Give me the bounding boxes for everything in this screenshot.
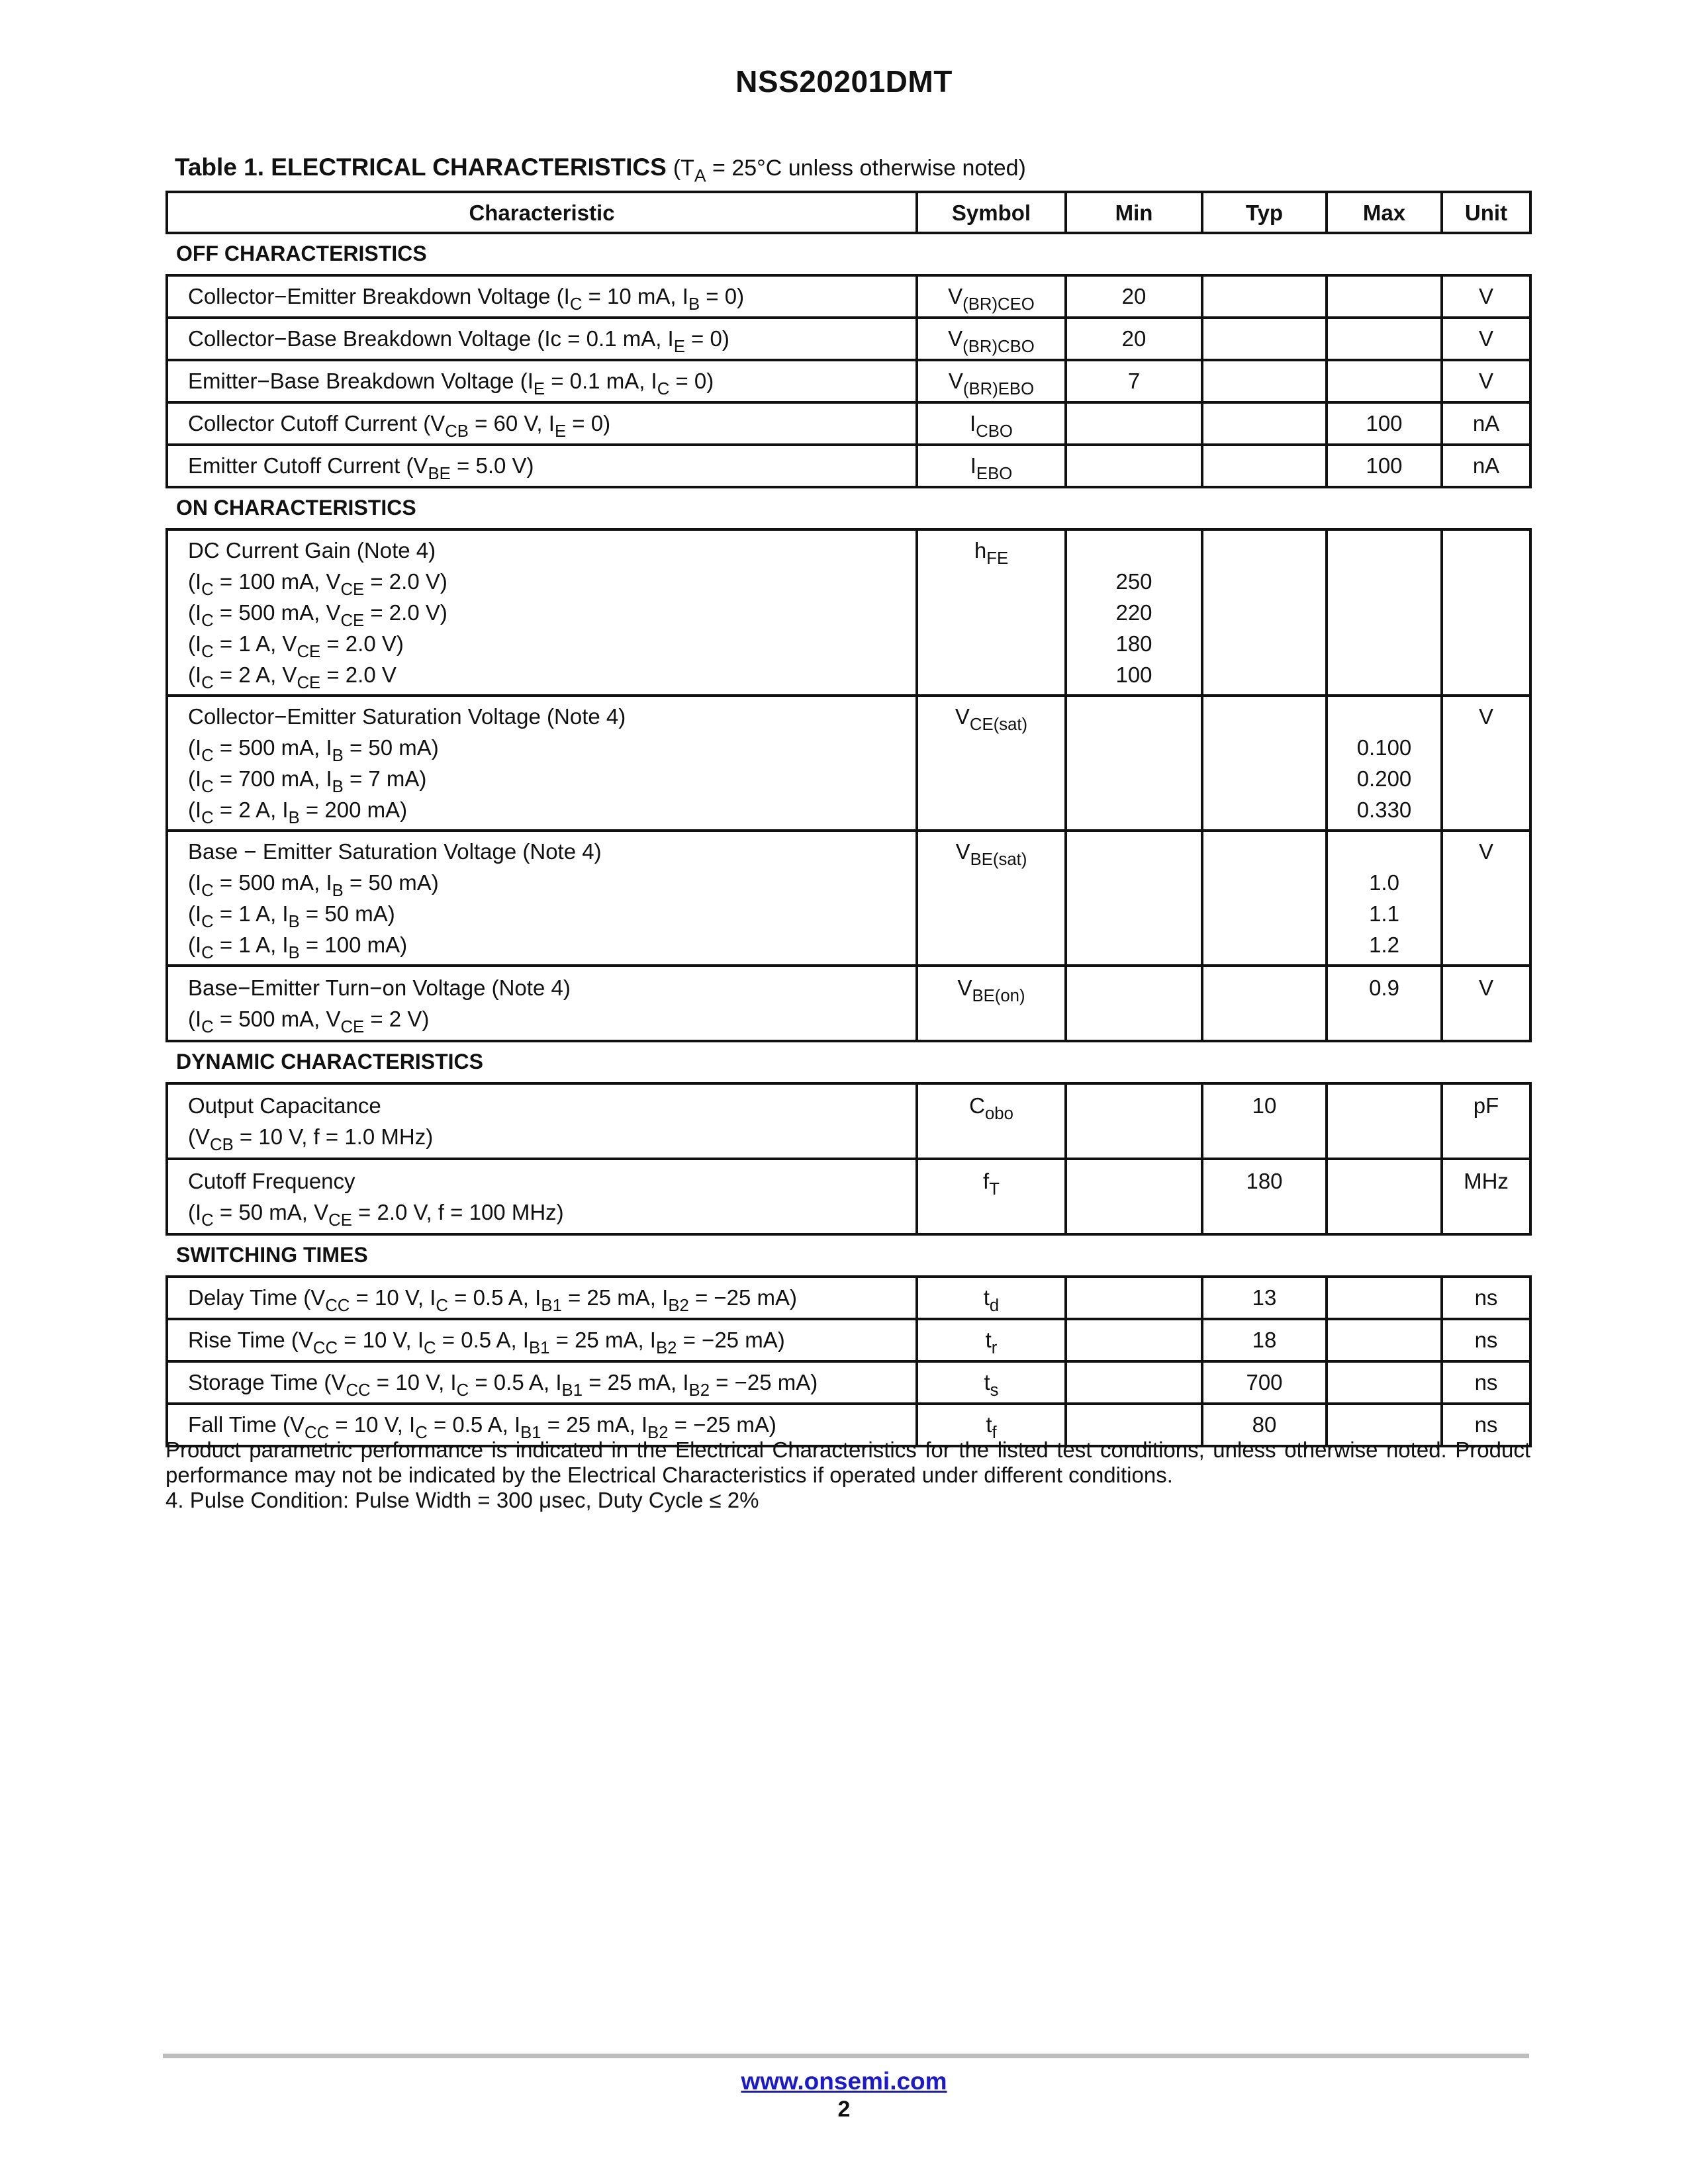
min-cell (1066, 1277, 1202, 1319)
max-cell (1327, 318, 1442, 360)
col-header-min: Min (1066, 192, 1202, 233)
unit-cell: V (1442, 696, 1530, 831)
characteristic-cell: Rise Time ($V_{CC} = 10$ V, $I_C = 0.5$ A, $I_{B1} = 25$ mA, $I_{B2} = -25$ mA) (167, 1319, 917, 1361)
typ-cell (1202, 360, 1327, 402)
typ-cell (1202, 831, 1327, 966)
characteristic-cell: Collector−Emitter Saturation Voltage (Note 4) ($I_C = 500$ mA, $I_B = 50$ mA) ($I_C = 700$ mA, $I_B = 7$ mA) ($I_C = 2$ A, $I_B = 200$ mA) (167, 696, 917, 831)
min-cell (1066, 696, 1202, 831)
col-header-symbol: Symbol (917, 192, 1066, 233)
section-title-off: OFF CHARACTERISTICS (167, 233, 1530, 275)
max-cell: 0.100 0.200 0.330 (1327, 696, 1442, 831)
min-cell: 250 220 180 100 (1066, 529, 1202, 696)
table-row (167, 1083, 1530, 1159)
electrical-characteristics-table (165, 191, 1532, 1447)
characteristic-cell: Cutoff Frequency ($I_C = 50$ mA, $V_{CE} = 2.0$ V, f = 100 MHz) (167, 1159, 917, 1234)
typ-cell (1202, 318, 1327, 360)
page-number: 2 (837, 2097, 851, 2122)
section-title-dynamic: DYNAMIC CHARACTERISTICS (167, 1041, 1530, 1083)
table-row (167, 275, 1530, 318)
characteristic-cell: Emitter−Base Breakdown Voltage ($I_E = 0.1$ mA, $I_C = 0$) (167, 360, 917, 402)
unit-cell: nA (1442, 402, 1530, 445)
max-cell: 0.9 (1327, 966, 1442, 1041)
characteristic-cell: Delay Time ($V_{CC} = 10$ V, $I_C = 0.5$ A, $I_{B1} = 25$ mA, $I_{B2} = -25$ mA) (167, 1277, 917, 1319)
symbol-cell: $V_{BE(on)}$ (917, 966, 1066, 1041)
symbol-cell: $f_T$ (917, 1159, 1066, 1234)
typ-cell: 180 (1202, 1159, 1327, 1234)
characteristic-cell: Base−Emitter Turn−on Voltage (Note 4) ($I_C = 500$ mA, $V_{CE} = 2$ V) (167, 966, 917, 1041)
table-header-row (167, 192, 1530, 233)
section-title-switching: SWITCHING TIMES (167, 1234, 1530, 1277)
min-cell: 20 (1066, 275, 1202, 318)
characteristic-cell: Collector Cutoff Current ($V_{CB} = 60$ V, $I_E = 0$) (167, 402, 917, 445)
max-cell (1327, 1277, 1442, 1319)
unit-cell: pF (1442, 1083, 1530, 1159)
unit-cell: V (1442, 966, 1530, 1041)
table-row (167, 831, 1530, 966)
typ-cell: 80 (1202, 1404, 1327, 1446)
document-title: NSS20201DMT (735, 64, 953, 99)
max-cell (1327, 360, 1442, 402)
table-caption-label: Table 1. ELECTRICAL CHARACTERISTICS (175, 154, 667, 181)
min-cell (1066, 831, 1202, 966)
characteristic-cell: Storage Time ($V_{CC} = 10$ V, $I_C = 0.5$ A, $I_{B1} = 25$ mA, $I_{B2} = -25$ mA) (167, 1361, 917, 1404)
table-row (167, 445, 1530, 487)
min-cell (1066, 445, 1202, 487)
min-cell (1066, 1083, 1202, 1159)
typ-cell (1202, 402, 1327, 445)
symbol-cell: $V_{(BR)EBO}$ (917, 360, 1066, 402)
section-row (167, 1041, 1530, 1083)
max-cell: 100 (1327, 445, 1442, 487)
table-notes (165, 1437, 1530, 1513)
unit-cell: ns (1442, 1404, 1530, 1446)
table-row (167, 318, 1530, 360)
max-cell (1327, 1083, 1442, 1159)
unit-cell: V (1442, 275, 1530, 318)
typ-cell (1202, 966, 1327, 1041)
typ-cell: 13 (1202, 1277, 1327, 1319)
typ-cell (1202, 445, 1327, 487)
symbol-cell: $C_{obo}$ (917, 1083, 1066, 1159)
characteristic-cell: Fall Time ($V_{CC} = 10$ V, $I_C = 0.5$ A, $I_{B1} = 25$ mA, $I_{B2} = -25$ mA) (167, 1404, 917, 1446)
table-row (167, 1319, 1530, 1361)
max-cell (1327, 1361, 1442, 1404)
table-row (167, 360, 1530, 402)
unit-cell: MHz (1442, 1159, 1530, 1234)
footer-divider (163, 2054, 1529, 2058)
table-row (167, 402, 1530, 445)
characteristic-cell: Emitter Cutoff Current ($V_{BE} = 5.0$ V) (167, 445, 917, 487)
min-cell: 20 (1066, 318, 1202, 360)
symbol-cell: $I_{EBO}$ (917, 445, 1066, 487)
min-cell (1066, 1319, 1202, 1361)
unit-cell: V (1442, 831, 1530, 966)
min-cell (1066, 1159, 1202, 1234)
max-cell (1327, 1159, 1442, 1234)
max-cell (1327, 529, 1442, 696)
col-header-characteristic: Characteristic (167, 192, 917, 233)
table-row (167, 1159, 1530, 1234)
unit-cell (1442, 529, 1530, 696)
unit-cell: nA (1442, 445, 1530, 487)
symbol-cell: $h_{FE}$ (917, 529, 1066, 696)
typ-cell: 10 (1202, 1083, 1327, 1159)
section-row (167, 487, 1530, 529)
symbol-cell: $V_{(BR)CEO}$ (917, 275, 1066, 318)
table-caption (175, 154, 1026, 186)
symbol-cell: $t_s$ (917, 1361, 1066, 1404)
symbol-cell: $V_{CE(sat)}$ (917, 696, 1066, 831)
website-link[interactable]: www.onsemi.com (741, 2068, 947, 2095)
unit-cell: ns (1442, 1277, 1530, 1319)
typ-cell (1202, 275, 1327, 318)
table-row (167, 1277, 1530, 1319)
characteristic-cell: Collector−Emitter Breakdown Voltage ($I_C = 10$ mA, $I_B = 0$) (167, 275, 917, 318)
characteristic-cell: Collector−Base Breakdown Voltage (Ic = 0.1 mA, $I_E = 0$) (167, 318, 917, 360)
min-cell (1066, 402, 1202, 445)
symbol-cell: $t_f$ (917, 1404, 1066, 1446)
min-cell: 7 (1066, 360, 1202, 402)
min-cell (1066, 966, 1202, 1041)
unit-cell: ns (1442, 1361, 1530, 1404)
typ-cell (1202, 696, 1327, 831)
unit-cell: ns (1442, 1319, 1530, 1361)
typ-cell (1202, 529, 1327, 696)
max-cell: 100 (1327, 402, 1442, 445)
section-title-on: ON CHARACTERISTICS (167, 487, 1530, 529)
unit-cell: V (1442, 318, 1530, 360)
typ-cell: 18 (1202, 1319, 1327, 1361)
note-4: 4. Pulse Condition: Pulse Width = 300 μsec, Duty Cycle ≤ 2% (165, 1488, 759, 1512)
col-header-typ: Typ (1202, 192, 1327, 233)
typ-cell: 700 (1202, 1361, 1327, 1404)
symbol-cell: $t_r$ (917, 1319, 1066, 1361)
min-cell (1066, 1361, 1202, 1404)
symbol-cell: $t_d$ (917, 1277, 1066, 1319)
symbol-cell: $I_{CBO}$ (917, 402, 1066, 445)
symbol-cell: $V_{(BR)CBO}$ (917, 318, 1066, 360)
unit-cell: V (1442, 360, 1530, 402)
max-cell: 1.0 1.1 1.2 (1327, 831, 1442, 966)
max-cell (1327, 1319, 1442, 1361)
table-row (167, 529, 1530, 696)
table-row (167, 1361, 1530, 1404)
col-header-max: Max (1327, 192, 1442, 233)
max-cell (1327, 275, 1442, 318)
col-header-unit: Unit (1442, 192, 1530, 233)
table-row (167, 966, 1530, 1041)
characteristic-cell: Base − Emitter Saturation Voltage (Note 4) ($I_C = 500$ mA, $I_B = 50$ mA) ($I_C = 1$ A, $I_B = 50$ mA) ($I_C = 1$ A, $I_B = 100$ mA) (167, 831, 917, 966)
section-row (167, 1234, 1530, 1277)
characteristic-cell: Output Capacitance ($V_{CB} = 10$ V, f = 1.0 MHz) (167, 1083, 917, 1159)
symbol-cell: $V_{BE(sat)}$ (917, 831, 1066, 966)
section-row (167, 233, 1530, 275)
table-row (167, 696, 1530, 831)
table-caption-condition: ($T_A = 25^\circ C$ unless otherwise noted) (673, 156, 1026, 186)
disclaimer-text: Product parametric performance is indicated in the Electrical Characteristics for the listed test conditions, unless otherwise noted. Product performance may not be indicated by the Electrical Characteristics if operated under different conditions. (165, 1437, 1530, 1487)
characteristic-cell: DC Current Gain (Note 4) ($I_C = 100$ mA, $V_{CE} = 2.0$ V) ($I_C = 500$ mA, $V_{CE} = 2.0$ V) ($I_C = 1$ A, $V_{CE} = 2.0$ V) ($I_C = 2$ A, $V_{CE} = 2.0$ V (167, 529, 917, 696)
